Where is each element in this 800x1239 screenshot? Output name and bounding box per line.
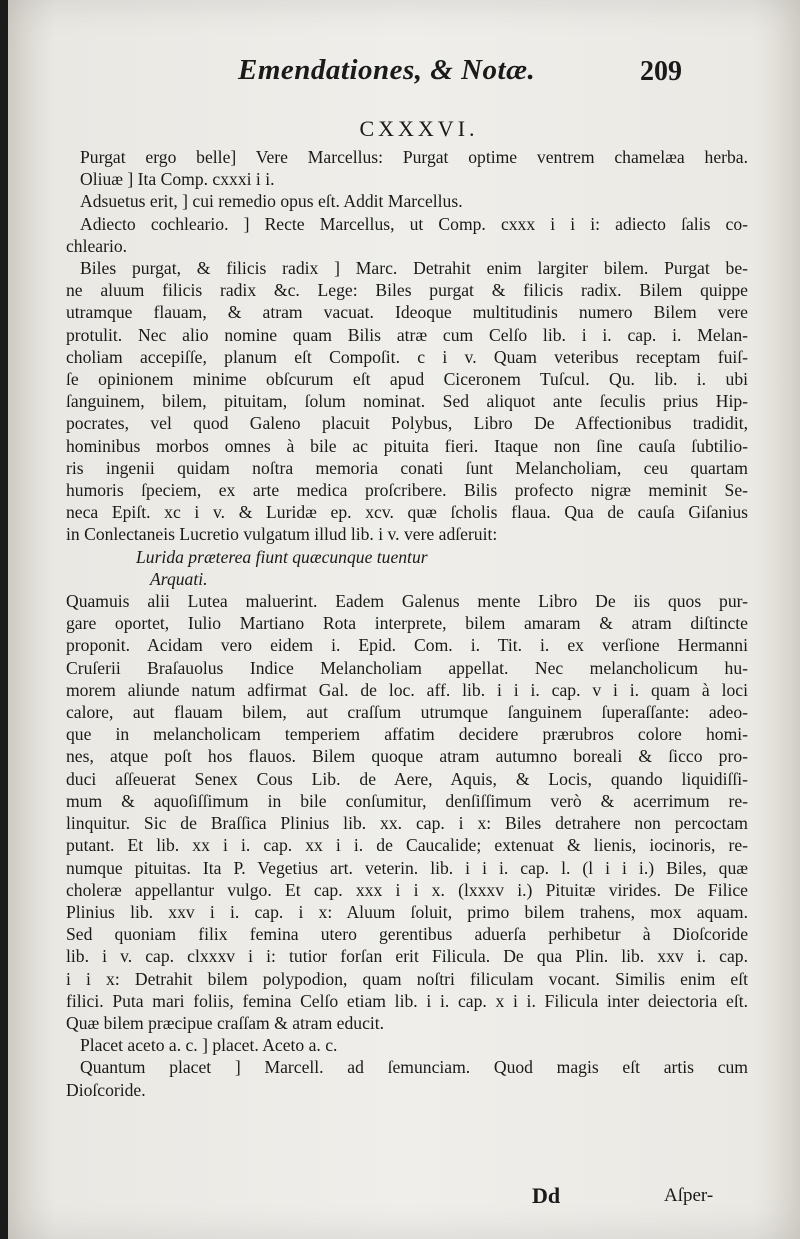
text-line: i i x: Detrahit bilem polypodion, quam noſtri filiculam vocant. Similis enim eſt — [66, 968, 748, 989]
text-line: que in melancholicam temperiem affatim decidere prærubros colore homi- — [66, 724, 748, 745]
text-line: morem aliunde natum adfirmat Gal. de loc. aff. lib. i i i. cap. v i i. quam à loci — [66, 679, 748, 700]
text-line: pocrates, vel quod Galeno placuit Polybus, Libro De Affectionibus tradidit, — [66, 413, 748, 434]
text-line: utramque flauam, & atram vacuat. Ideoque multitudinis numero Bilem vere — [66, 302, 748, 323]
text-line: duci aſſeuerat Senex Cous Lib. de Aere, Aquis, & Locis, quando liquidiſſi- — [66, 768, 748, 789]
text-line: Quantum placet ] Marcell. ad ſemunciam. Quod magis eſt artis cum — [80, 1057, 748, 1078]
book-page — [8, 0, 800, 1239]
text-line: neca Epiſt. xc i v. & Luridæ ep. xcv. quæ ſcholis flaua. Qua de cauſa Giſanius — [66, 502, 748, 523]
text-line: numque pituitas. Ita P. Vegetius art. veterin. lib. i i i. cap. l. (l i i i.) Biles, quæ — [66, 857, 748, 878]
text-line: linquitur. Sic de Braſſica Plinius lib. xx. cap. i x: Biles detrahere non percoctam — [66, 813, 748, 834]
text-line: calore, aut flauam bilem, aut craſſum utrumque ſanguinem ſuperaſſante: adeo- — [66, 702, 748, 723]
section-number: CXXXVI. — [359, 116, 479, 141]
text-line: Purgat ergo belle] Vere Marcellus: Purgat optime ventrem chamelæa herba. — [80, 147, 748, 167]
running-head: Emendationes, & Notæ. — [238, 54, 536, 86]
text-line: Sed quoniam filix femina utero gerentibus aduerſa perhibetur à Dioſcoride — [66, 924, 748, 945]
page-footer — [8, 1183, 800, 1213]
text-line: Oliuæ ] Ita Comp. cxxxi i i. — [80, 169, 275, 190]
text-line: chleario. — [66, 235, 128, 256]
text-line: Adiecto cochleario. ] Recte Marcellus, ut Comp. cxxx i i i: adiecto ſalis co- — [80, 213, 748, 234]
signature-mark: Dd — [532, 1183, 561, 1208]
page-number: 209 — [640, 56, 682, 87]
text-line: ris ingenii quidam noſtra memoria conati ſunt Melancholiam, ceu quartam — [66, 457, 748, 478]
text-line: Biles purgat, & filicis radix ] Marc. Detrahit enim largiter bilem. Purgat be- — [80, 258, 748, 279]
text-line: proponit. Acidam vero eidem i. Epid. Com. i. Tit. i. ex verſione Hermanni — [66, 635, 748, 656]
text-line: filici. Puta mari foliis, femina Celſo etiam lib. i i. cap. x i i. Filicula inter deiectoria eſt. — [66, 990, 748, 1011]
text-line: lib. i v. cap. clxxxv i i: tutior forſan erit Filicula. De qua Plin. lib. xxv i. cap. — [66, 946, 748, 967]
text-line: Quamuis alii Lutea maluerint. Eadem Galenus mente Libro De iis quos pur- — [66, 591, 748, 612]
text-line: ne aluum filicis radix &c. Lege: Biles purgat & filicis radix. Bilem quippe — [66, 280, 748, 301]
text-line: putant. Et lib. xx i i. cap. xx i i. de Caucalide; extenuat & lienis, iocinoris, re- — [66, 835, 748, 856]
annotation-text — [66, 146, 748, 1101]
text-line: Adsuetus erit, ] cui remedio opus eſt. Addit Marcellus. — [80, 191, 463, 212]
page-header — [8, 54, 800, 94]
text-line: ſe opinionem minime obſcurum eſt apud Ciceronem Tuſcul. Qu. lib. i. ubi — [66, 369, 748, 390]
text-line: in Conlectaneis Lucretio vulgatum illud lib. i v. vere adſeruit: — [66, 524, 498, 545]
text-line: Plinius lib. xxv i i. cap. i x: Aluum ſoluit, primo bilem trahens, mox aquam. — [66, 901, 748, 922]
catchword: Aſper- — [664, 1185, 714, 1206]
text-line: Dioſcoride. — [66, 1079, 146, 1100]
text-line: ſanguinem, bilem, pituitam, ſolum nominat. Sed aliquot ante ſeculis prius Hip- — [66, 391, 748, 412]
text-line: nes, atque poſt hos flauos. Bilem quoque atram autumno boreali & ſicco pro- — [66, 746, 748, 767]
text-line: humoris ſpeciem, ex arte medica proſcribere. Bilis profecto nigræ meminit Se- — [66, 480, 748, 501]
text-line: choliam accepiſſe, planum eſt Compoſit. c i v. Quam veteribus receptam fuiſ- — [66, 346, 748, 367]
text-line: Arquati. — [150, 568, 208, 589]
text-line: choleræ appellantur vulgo. Et cap. xxx i i x. (lxxxv i.) Pituitæ virides. De Filice — [66, 879, 748, 900]
text-line: Placet aceto a. c. ] placet. Aceto a. c. — [80, 1035, 338, 1056]
text-line: protulit. Nec alio nomine quam Bilis atræ cum Celſo lib. i i. cap. i. Melan- — [66, 324, 748, 345]
text-line: Quæ bilem præcipue craſſam & atram educit. — [66, 1012, 385, 1033]
text-line: Lurida præterea fiunt quæcunque tuentur — [136, 546, 428, 567]
text-line: mum & aquoſiſſimum in bile conſumitur, denſiſſimum verò & acerrimum re- — [66, 790, 748, 811]
text-line: Cruſerii Braſauolus Indice Melancholiam appellat. Nec melancholicum hu- — [66, 657, 748, 678]
text-line: gare oportet, Iulio Martiano Rota interprete, bilem amaram & atram diſtincte — [66, 613, 748, 634]
text-line: hominibus morbos omnes à bile ac pituita fieri. Itaque non ſine cauſa ſubtilio- — [66, 435, 748, 456]
